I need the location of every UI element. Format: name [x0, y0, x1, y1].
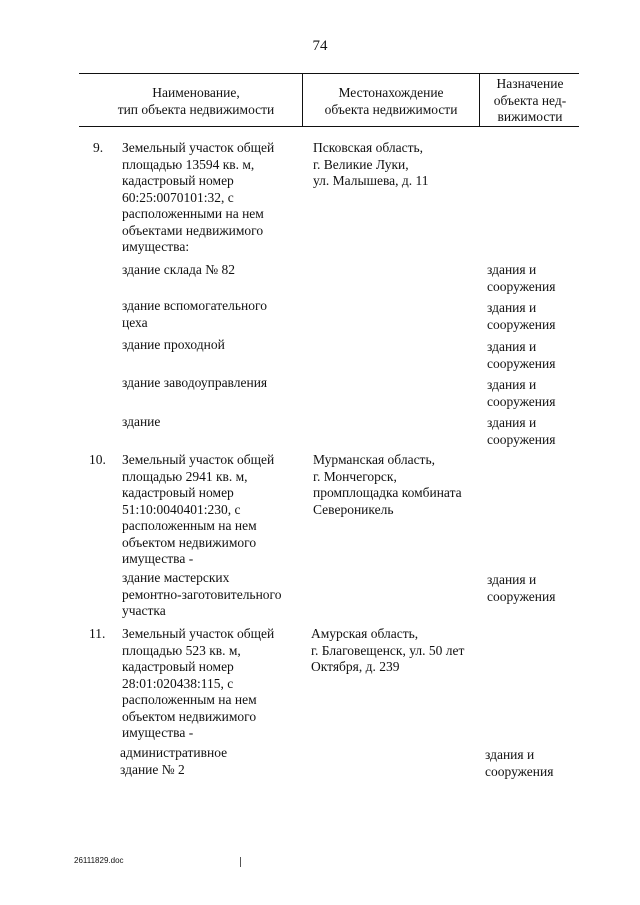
entry-11-number: 11. — [89, 626, 106, 641]
entry-10-item-1-name: здание мастерских ремонтно-заготовительного участка — [122, 570, 282, 618]
entry-11-location: Амурская область, г. Благовещенск, ул. 50 лет Октября, д. 239 — [311, 626, 465, 674]
entry-9-item-1-purpose: здания и сооружения — [487, 262, 556, 294]
entry-9-item-4-name: здание заводоуправления — [122, 375, 268, 390]
header-name-type: Наименование, тип объекта недвижимости — [117, 85, 275, 117]
entry-11-item-1-name: административное здание № 2 — [120, 745, 228, 777]
entry-9-item-5-name: здание — [122, 414, 161, 429]
footer-tick-mark — [240, 857, 241, 867]
entry-9-item-2-purpose: здания и сооружения — [487, 300, 556, 332]
header-divider-1 — [302, 73, 303, 126]
entry-9-item-5-purpose: здания и сооружения — [487, 415, 556, 447]
entry-10-land-description: Земельный участок общей площадью 2941 кв. м, кадастровый номер 51:10:0040401:230, с расположенным на нем объектом недвижимого имущества - — [122, 452, 275, 566]
entry-10-item-1-purpose: здания и сооружения — [487, 572, 556, 604]
entry-11-land-description: Земельный участок общей площадью 523 кв. м, кадастровый номер 28:01:020438:115, с расположенным на нем объектом недвижимого имущества - — [122, 626, 275, 740]
footer-filename: 26111829.doc — [74, 856, 124, 865]
entry-9-item-4-purpose: здания и сооружения — [487, 377, 556, 409]
page-number: 74 — [312, 38, 328, 54]
entry-9-item-2-name: здание вспомогательного цеха — [122, 298, 267, 330]
header-divider-2 — [479, 73, 480, 126]
header-bottom-rule — [79, 126, 579, 127]
entry-9-item-1-name: здание склада № 82 — [122, 262, 236, 277]
entry-9-item-3-name: здание проходной — [122, 337, 225, 352]
entry-10-number: 10. — [89, 452, 106, 467]
entry-9-location: Псковская область, г. Великие Луки, ул. Малышева, д. 11 — [313, 140, 429, 188]
header-purpose: Назначение объекта нед- вижимости — [493, 76, 567, 124]
entry-9-land-description: Земельный участок общей площадью 13594 кв. м, кадастровый номер 60:25:0070101:32, с расположенными на нем объектами недвижимого имущества: — [122, 140, 275, 254]
entry-11-item-1-purpose: здания и сооружения — [485, 747, 554, 779]
header-top-rule — [79, 73, 579, 74]
entry-9-item-3-purpose: здания и сооружения — [487, 339, 556, 371]
entry-10-location: Мурманская область, г. Мончегорск, промплощадка комбината Североникель — [313, 452, 462, 517]
entry-9-number: 9. — [93, 140, 104, 155]
header-location: Местонахождение объекта недвижимости — [324, 85, 458, 117]
